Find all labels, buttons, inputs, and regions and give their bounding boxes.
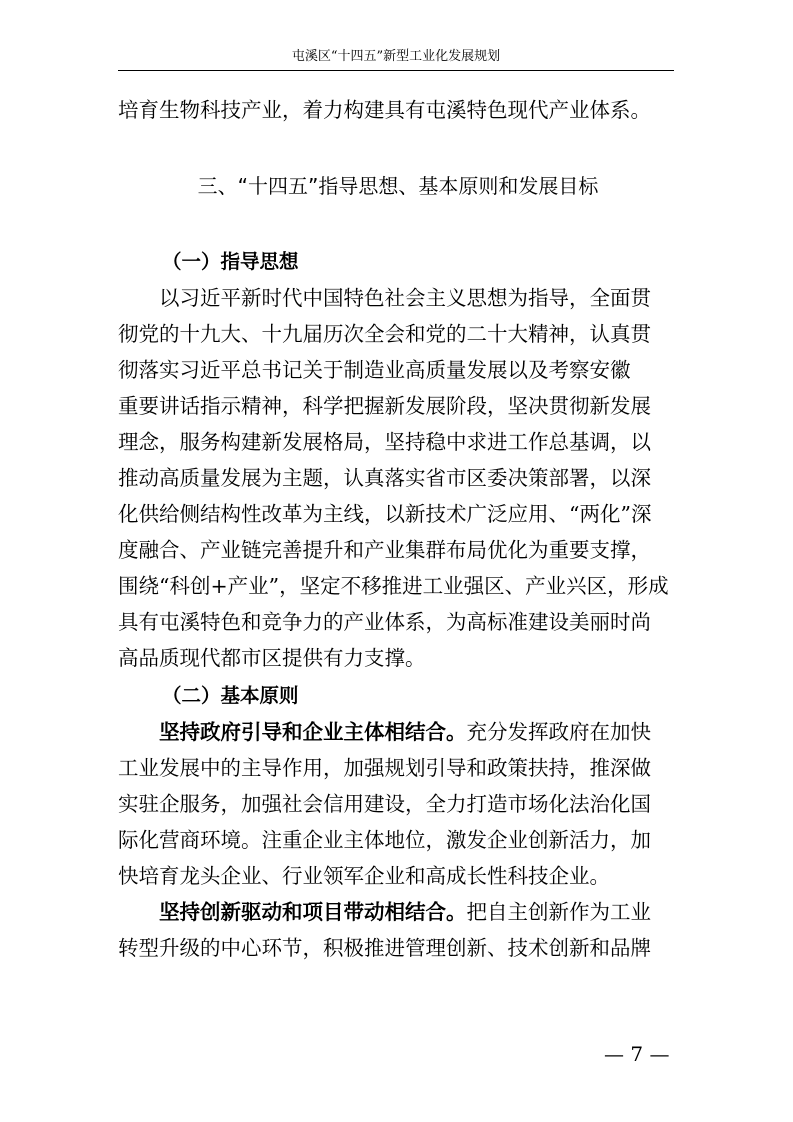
principle-heading: 坚持政府引导和企业主体相结合。 — [159, 720, 467, 744]
paragraph-line: 具有屯溪特色和竞争力的产业体系，为高标准建设美丽时尚 — [118, 610, 651, 634]
paragraph-line — [118, 894, 678, 930]
principle-text: 充分发挥政府在加快 — [466, 720, 651, 744]
paragraph-line: 重要讲话指示精神，科学把握新发展阶段，坚决贯彻新发展 — [118, 394, 651, 418]
paragraph-principle-2 — [118, 894, 678, 966]
document-body — [118, 92, 678, 966]
paragraph-line: 转型升级的中心环节，积极推进管理创新、技术创新和品牌 — [118, 936, 651, 960]
paragraph-line: 化供给侧结构性改革为主线，以新技术广泛应用、“两化”深 — [118, 502, 652, 526]
paragraph-line — [118, 714, 678, 750]
paragraph-line: 围绕“科创+产业”，坚定不移推进工业强区、产业兴区，形成 — [118, 574, 669, 598]
subsection-title-guiding-thought: （一）指导思想 — [162, 250, 299, 273]
paragraph-line: 以习近平新时代中国特色社会主义思想为指导，全面贯 — [159, 286, 651, 310]
paragraph-line: 度融合、产业链完善提升和产业集群布局优化为重要支撑， — [118, 538, 651, 562]
paragraph-line: 理念，服务构建新发展格局，坚持稳中求进工作总基调，以 — [118, 430, 651, 454]
principle-heading: 坚持创新驱动和项目带动相结合。 — [159, 900, 467, 924]
paragraph-line: 彻落实习近平总书记关于制造业高质量发展以及考察安徽 — [118, 358, 631, 382]
page-number: — 7 — — [604, 1042, 670, 1066]
paragraph-line: 彻党的十九大、十九届历次全会和党的二十大精神，认真贯 — [118, 322, 651, 346]
paragraph-line: 高品质现代都市区提供有力支撑。 — [118, 646, 426, 670]
section-title: 三、“十四五”指导思想、基本原则和发展目标 — [197, 174, 599, 198]
paragraph-line: 推动高质量发展为主题，认真落实省市区委决策部署，以深 — [118, 466, 651, 490]
running-header: 屯溪区“十四五”新型工业化发展规划 — [118, 48, 674, 71]
subsection-title-basic-principles: （二）基本原则 — [162, 684, 299, 707]
paragraph-guiding-thought — [118, 280, 678, 676]
paragraph-line: 快培育龙头企业、行业领军企业和高成长性科技企业。 — [118, 864, 610, 888]
principle-text: 把自主创新作为工业 — [466, 900, 651, 924]
paragraph-principle-1 — [118, 714, 678, 894]
paragraph-line: 际化营商环境。注重企业主体地位，激发企业创新活力，加 — [118, 828, 651, 852]
carry-over-line: 培育生物科技产业，着力构建具有屯溪特色现代产业体系。 — [118, 98, 651, 122]
paragraph-line: 工业发展中的主导作用，加强规划引导和政策扶持，推深做 — [118, 756, 651, 780]
paragraph-line: 实驻企服务，加强社会信用建设，全力打造市场化法治化国 — [118, 792, 651, 816]
